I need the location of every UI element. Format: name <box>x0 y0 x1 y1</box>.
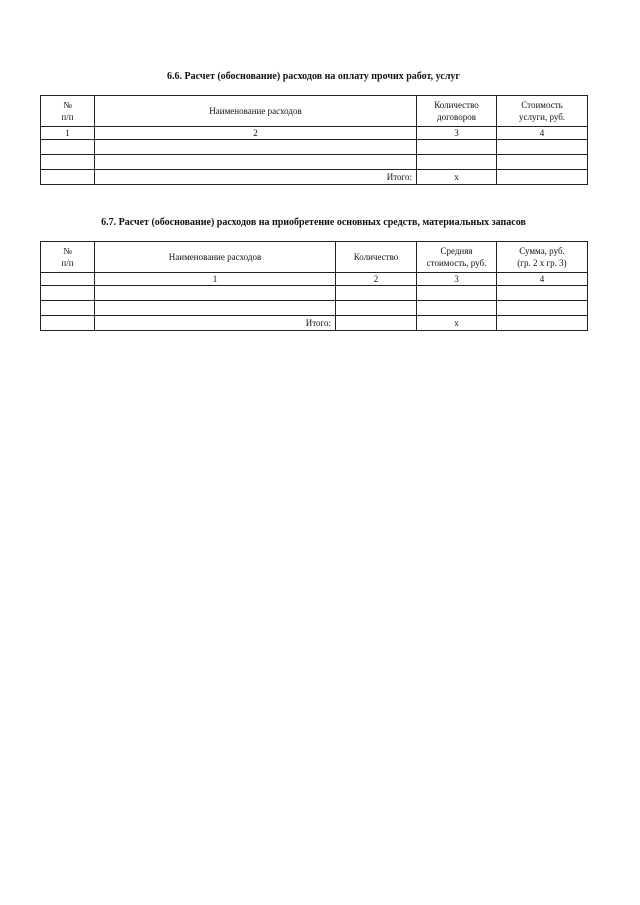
header-qty-line2: договоров <box>437 112 476 122</box>
table-cell[interactable] <box>417 301 497 316</box>
total-label: Итого: <box>95 316 336 331</box>
table-cell[interactable] <box>417 140 497 155</box>
table-cell[interactable] <box>497 286 588 301</box>
header-num <box>41 242 95 273</box>
column-number-row <box>41 273 588 286</box>
table-cell[interactable] <box>497 155 588 170</box>
total-sum-cell[interactable] <box>497 316 588 331</box>
table-cell[interactable] <box>336 301 417 316</box>
header-qty: Количество <box>336 242 417 273</box>
col-number: 1 <box>95 273 336 286</box>
section-6-6-title: 6.6. Расчет (обоснование) расходов на оплату прочих работ, услуг <box>167 71 460 82</box>
table-cell[interactable] <box>497 140 588 155</box>
header-name: Наименование расходов <box>95 242 336 273</box>
col-number-empty <box>41 273 95 286</box>
col-number: 2 <box>336 273 417 286</box>
table-cell[interactable] <box>41 155 95 170</box>
header-service-cost <box>497 96 588 127</box>
total-empty-cell <box>41 170 95 185</box>
total-label: Итого: <box>95 170 417 185</box>
header-qty-line1: Количество <box>434 100 479 110</box>
header-avg-line1: Средняя <box>440 246 473 256</box>
header-num-line1: № <box>63 246 72 256</box>
col-number: 4 <box>497 127 588 140</box>
table-cell[interactable] <box>417 286 497 301</box>
table-cell[interactable] <box>95 155 417 170</box>
table-row <box>41 301 588 316</box>
col-number: 3 <box>417 127 497 140</box>
header-name: Наименование расходов <box>95 96 417 127</box>
table-cell[interactable] <box>95 301 336 316</box>
table-cell[interactable] <box>41 286 95 301</box>
total-empty-cell <box>41 316 95 331</box>
table-cell[interactable] <box>497 301 588 316</box>
header-sum-line1: Сумма, руб. <box>519 246 565 256</box>
header-avg-cost <box>417 242 497 273</box>
header-num-line2: п/п <box>61 112 74 122</box>
col-number: 4 <box>497 273 588 286</box>
table-row <box>41 155 588 170</box>
header-contracts-qty <box>417 96 497 127</box>
total-qty-cell[interactable] <box>336 316 417 331</box>
total-qty-cell: х <box>417 170 497 185</box>
header-cost-line1: Стоимость <box>521 100 563 110</box>
table-cell[interactable] <box>41 140 95 155</box>
col-number: 1 <box>41 127 95 140</box>
total-avg-cell: х <box>417 316 497 331</box>
header-sum <box>497 242 588 273</box>
section-6-7-title: 6.7. Расчет (обоснование) расходов на приобретение основных средств, материальных запасов <box>101 217 526 228</box>
total-row <box>41 316 588 331</box>
table-cell[interactable] <box>95 286 336 301</box>
header-cost-line2: услуги, руб. <box>518 112 566 122</box>
header-num-line2: п/п <box>61 258 74 268</box>
table-row <box>41 286 588 301</box>
table-6-6 <box>40 95 588 185</box>
col-number: 2 <box>95 127 417 140</box>
header-num <box>41 96 95 127</box>
table-cell[interactable] <box>336 286 417 301</box>
table-row <box>41 140 588 155</box>
table-cell[interactable] <box>41 301 95 316</box>
column-number-row <box>41 127 588 140</box>
table-header-row <box>41 242 588 273</box>
table-cell[interactable] <box>417 155 497 170</box>
total-sum-cell[interactable] <box>497 170 588 185</box>
total-row <box>41 170 588 185</box>
table-6-7 <box>40 241 588 331</box>
table-header-row <box>41 96 588 127</box>
header-sum-line2: (гр. 2 х гр. 3) <box>517 258 567 268</box>
table-cell[interactable] <box>95 140 417 155</box>
header-num-line1: № <box>63 100 72 110</box>
header-avg-line2: стоимость, руб. <box>426 258 487 268</box>
col-number: 3 <box>417 273 497 286</box>
